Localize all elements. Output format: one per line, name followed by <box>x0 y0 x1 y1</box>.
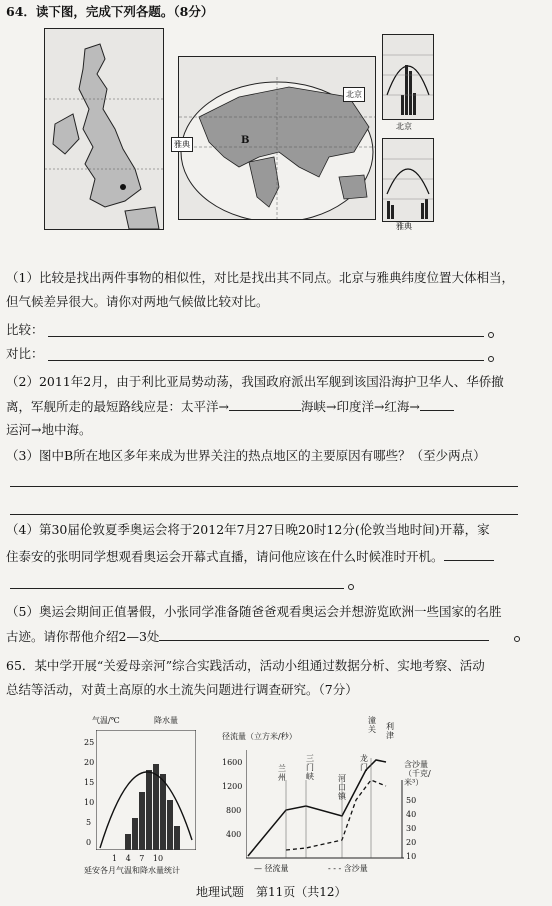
part3-answer-line1[interactable] <box>10 486 518 487</box>
q64-part2-line3: 运河→地中海。 <box>6 422 92 437</box>
station-sanmenxia: 三门峡 <box>306 754 314 781</box>
yanan-tick-15: 15 <box>84 778 95 787</box>
station-hekouzhen: 河口镇 <box>338 774 346 801</box>
climate-label-beijing: 北京 <box>396 122 412 131</box>
yanan-tick-10: 10 <box>84 798 95 807</box>
q64-header: 64．读下图，完成下列各题。（8分） <box>6 4 214 19</box>
part5-answer-blank[interactable] <box>159 628 489 641</box>
contrast-end-dot <box>488 356 494 362</box>
q64-part2-line2b: 海峡→印度洋→红海→ <box>300 399 420 414</box>
q64-part3-line1: （3）图中B所在地区多年来成为世界关注的热点地区的主要原因有哪些？（至少两点） <box>6 448 486 463</box>
contrast-label: 对比： <box>6 346 44 361</box>
canal-answer-blank[interactable] <box>420 398 454 411</box>
strait-answer-blank[interactable] <box>229 398 301 411</box>
climate-chart-beijing <box>382 34 434 120</box>
q64-part2-line1: （2）2011年2月，由于利比亚局势动荡，我国政府派出军舰到该国沿海护卫华人、华侨撤 <box>6 374 504 389</box>
river-tick-1600: 1600 <box>222 758 243 767</box>
legend-runoff: — 径流量 <box>254 864 289 873</box>
q64-part2-line2 <box>6 398 454 415</box>
yanan-x-tick-7: 7 <box>139 854 145 863</box>
climate-chart-athens <box>382 138 434 222</box>
page-footer: 地理试题 第11页（共12） <box>196 885 347 899</box>
river-rtick-50: 50 <box>406 796 417 805</box>
yanan-caption: 延安各月气温和降水量统计 <box>84 866 180 875</box>
q64-part5-line2-text: 古迹。请你帮他介绍2—3处 <box>6 629 160 644</box>
contrast-answer-line[interactable] <box>48 360 484 361</box>
station-lijin: 利津 <box>386 722 394 740</box>
river-tick-800: 800 <box>226 806 242 815</box>
river-rtick-10: 10 <box>406 852 417 861</box>
yanan-x-tick-4: 4 <box>125 854 131 863</box>
climate-label-athens: 雅典 <box>396 222 412 231</box>
q64-part5-line2 <box>6 628 489 645</box>
yanan-tick-5: 5 <box>86 818 92 827</box>
q64-part4-line1: （4）第30届伦敦夏季奥运会将于2012年7月27日晚20时12分(伦敦当地时间)开幕，家 <box>6 522 490 537</box>
river-tick-400: 400 <box>226 830 242 839</box>
yellow-river-chart <box>218 714 434 876</box>
q65-line1: 65．某中学开展“关爱母亲河”综合实践活动，活动小组通过数据分析、实地考察、活动 <box>6 658 485 673</box>
compare-end-dot <box>488 332 494 338</box>
yanan-tick-0: 0 <box>86 838 92 847</box>
river-ylabel-right: 含沙量（千克/米³） <box>404 760 431 787</box>
athens-label: 雅典 <box>171 137 193 152</box>
q64-part2-line2a: 离，军舰所走的最短路线应是：太平洋→ <box>6 399 229 414</box>
station-lanzhou: 兰州 <box>278 764 286 782</box>
part4-end-dot <box>348 584 354 590</box>
world-map <box>174 56 376 220</box>
yanan-x-tick-10: 10 <box>152 854 164 863</box>
part3-answer-line2[interactable] <box>10 514 518 515</box>
q64-part1-line1: （1）比较是找出两件事物的相似性，对比是找出其不同点。北京与雅典纬度位置大体相当， <box>6 270 514 285</box>
station-tongguan: 潼关 <box>368 716 376 734</box>
q64-part5-line1: （5）奥运会期间正值暑假，小张同学准备随爸爸观看奥运会并想游览欧洲一些国家的名胜 <box>6 604 502 619</box>
legend-sediment: - - - 含沙量 <box>328 864 368 873</box>
q64-part1-line2: 但气候差异很大。请你对两地气候做比较对比。 <box>6 294 269 309</box>
yanan-x-tick-1: 1 <box>112 854 118 863</box>
yanan-ylabel-right: 降水量 <box>154 716 178 725</box>
river-rtick-40: 40 <box>406 810 417 819</box>
point-b-label: B <box>241 135 250 146</box>
part5-end-dot <box>514 636 520 642</box>
yanan-climate-chart <box>80 716 210 876</box>
yanan-tick-20: 20 <box>84 758 95 767</box>
uk-map <box>44 28 164 230</box>
part4-answer-blank[interactable] <box>444 548 494 561</box>
yanan-ylabel-left: 气温/℃ <box>92 716 120 725</box>
yanan-x-ticks <box>112 854 163 863</box>
beijing-label: 北京 <box>343 87 365 102</box>
compare-label: 比较： <box>6 322 44 337</box>
river-rtick-30: 30 <box>406 824 417 833</box>
river-ylabel-left: 径流量（立方米/秒） <box>222 732 297 741</box>
compare-answer-line[interactable] <box>48 336 484 337</box>
yanan-tick-25: 25 <box>84 738 95 747</box>
q64-part4-line2 <box>6 548 494 565</box>
river-rtick-20: 20 <box>406 838 417 847</box>
river-tick-1200: 1200 <box>222 782 243 791</box>
part4-answer-line[interactable] <box>10 588 344 589</box>
q65-line2: 总结等活动，对黄土高原的水土流失问题进行调查研究。（7分） <box>6 682 358 697</box>
station-longmen: 龙门 <box>360 754 368 772</box>
q64-part4-line2-text: 住泰安的张明同学想观看奥运会开幕式直播，请问他应该在什么时候准时开机。 <box>6 549 444 564</box>
